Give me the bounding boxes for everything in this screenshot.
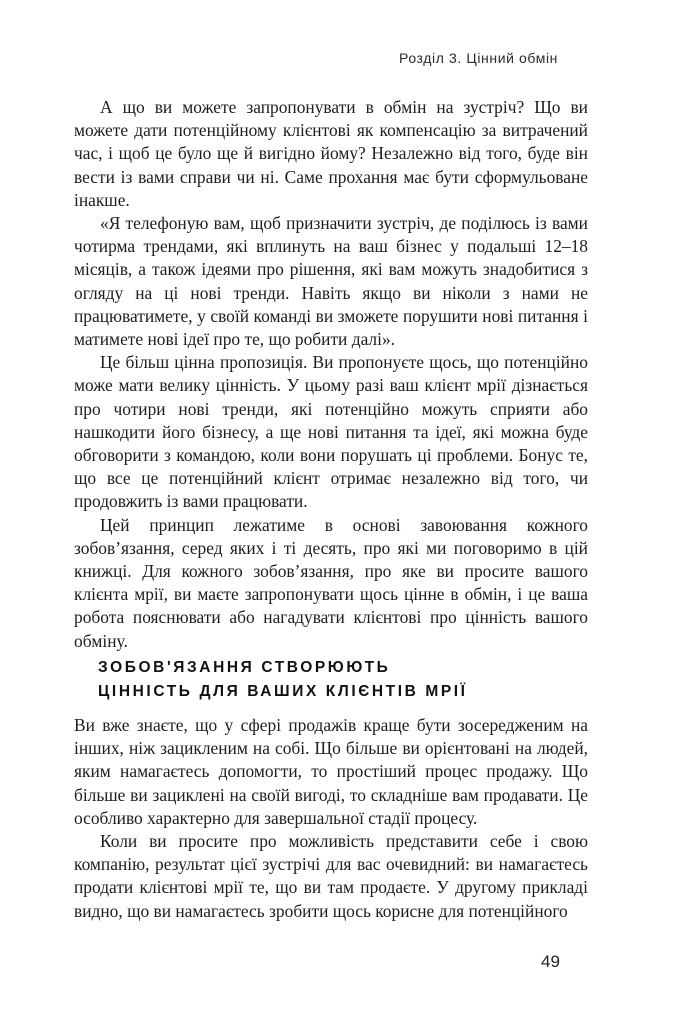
paragraph-5: Ви вже знаєте, що у сфері продажів краще бути зосередженим на інших, ніж зацикленим на собі. Що більше ви орієнтовані на людей, яким намагаєтесь допомогти, то простіший процес продажу. Що більше ви зациклені на своїй вигоді, то складніше вам продавати. Це особливо характерно для завершальної стадії процесу. xyxy=(74,715,588,828)
paragraph-2: «Я телефоную вам, щоб призначити зустріч, де поділюсь із вами чотирма трендами, які вплинуть на ваш бізнес у подальші 12–18 місяців, а також ідеями про рішення, які вам можуть знадобитися з огляду на ці нові тренди. Навіть якщо ви ніколи з нами не працюватимете, у своїй команді ви зможете порушити нові питання і матимете нові ідеї про те, що робити далі». xyxy=(74,213,588,350)
page-number: 49 xyxy=(541,952,560,971)
section-heading-line-2: ЦІННІСТЬ ДЛЯ ВАШИХ КЛІЄНТІВ МРІЇ xyxy=(98,683,468,700)
section-heading xyxy=(98,656,578,704)
paragraph-6: Коли ви просите про можливість представити себе і свою компанію, результат цієї зустрічі для вас очевидний: ви намагаєтесь продати клієнтові мрії те, що ви там продаєте. У другому прикладі видно, що ви намагаєтесь зробити щось корисне для потенційного xyxy=(74,831,588,921)
paragraph-1: А що ви можете запропонувати в обмін на зустріч? Що ви можете дати потенційному клієнтові як компенсацію за витрачений час, і щоб це було ще й вигідно йому? Незалежно від того, буде він вести із вами справи чи ні. Саме прохання має бути сформульоване інакше. xyxy=(74,97,588,210)
body-text-top xyxy=(74,96,588,653)
running-head: Розділ 3. Цінний обмін xyxy=(399,50,558,66)
paragraph-3: Це більш цінна пропозиція. Ви пропонуєте щось, що потенційно може мати велику цінність. У цьому разі ваш клієнт мрії дізнається про чотири нові тренди, які потенційно можуть сприяти або нашкодити його бізнесу, а ще нові питання та ідеї, які можна буде обговорити з командою, коли вони порушать ці проблеми. Бонус те, що все це потенційний клієнт отримає незалежно від того, чи продовжить із вами працювати. xyxy=(74,352,588,512)
body-text-bottom xyxy=(74,714,588,923)
paragraph-4: Цей принцип лежатиме в основі завоювання кожного зобов’язання, серед яких і ті десять, про які ми поговоримо в цій книжці. Для кожного зобов’язання, про яке ви просите вашого клієнта мрії, ви маєте запропонувати щось цінне в обмін, і це ваша робота пояснювати або нагадувати клієнтові про цінність вашого обміну. xyxy=(74,514,588,651)
section-heading-line-1: ЗОБОВ'ЯЗАННЯ СТВОРЮЮТЬ xyxy=(98,659,391,676)
